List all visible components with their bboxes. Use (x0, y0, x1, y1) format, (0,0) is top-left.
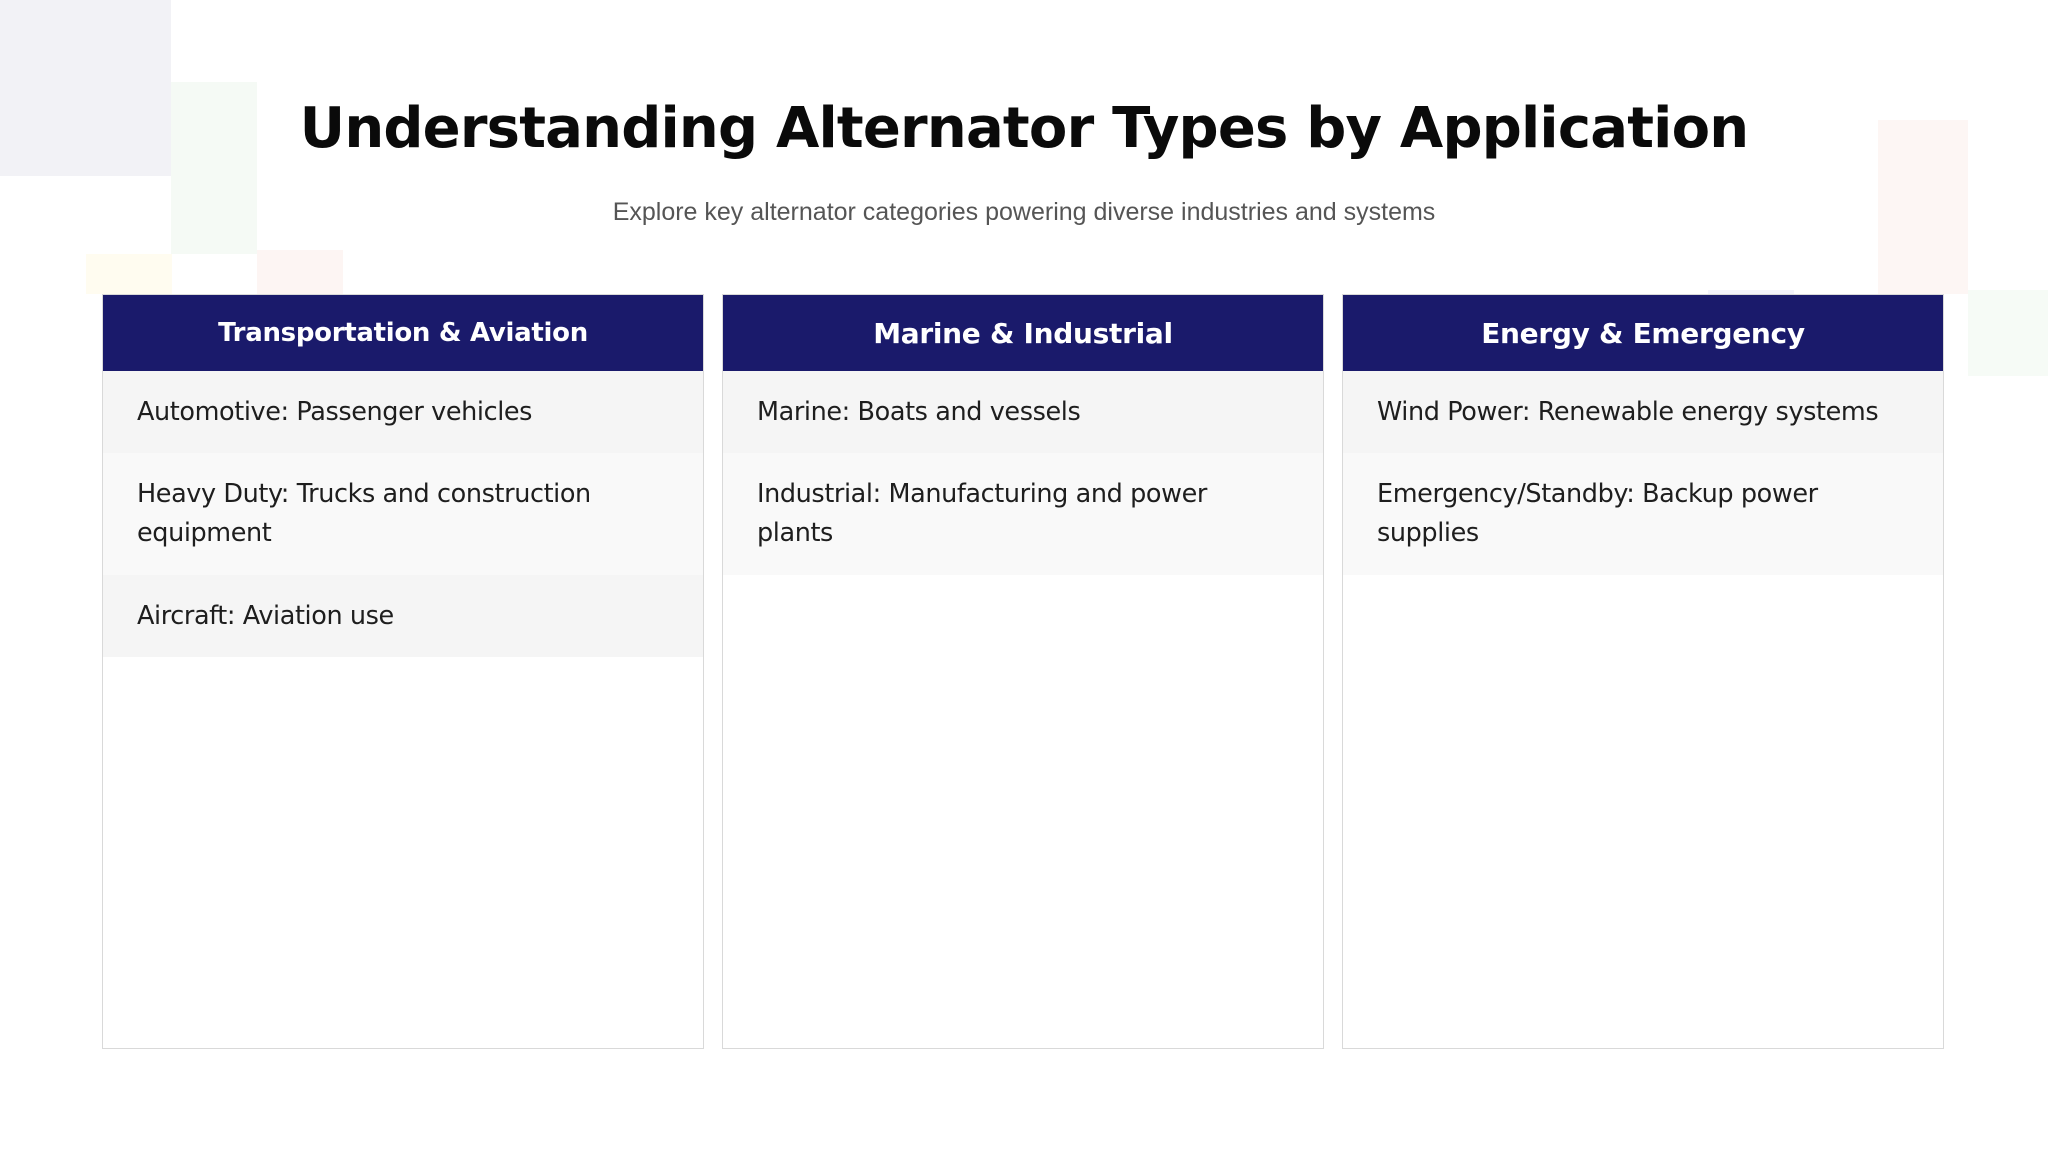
decorative-tile-pink (257, 250, 343, 294)
card-transportation-aviation (102, 294, 704, 1049)
list-item: Wind Power: Renewable energy systems (1343, 371, 1943, 453)
list-item: Industrial: Manufacturing and power plants (723, 453, 1323, 575)
category-columns (102, 294, 1946, 1049)
card-energy-emergency (1342, 294, 1944, 1049)
list-item: Heavy Duty: Trucks and construction equipment (103, 453, 703, 575)
list-item: Aircraft: Aviation use (103, 575, 703, 657)
page-subtitle: Explore key alternator categories powering diverse industries and systems (612, 198, 1436, 226)
list-item: Automotive: Passenger vehicles (103, 371, 703, 453)
card-header: Energy & Emergency (1343, 295, 1943, 371)
list-item: Marine: Boats and vessels (723, 371, 1323, 453)
list-item: Emergency/Standby: Backup power supplies (1343, 453, 1943, 575)
page-title: Understanding Alternator Types by Application (299, 96, 1749, 161)
decorative-tile-yellow (86, 254, 172, 294)
card-header: Marine & Industrial (723, 295, 1323, 371)
card-marine-industrial (722, 294, 1324, 1049)
decorative-tile-mint (1968, 290, 2048, 376)
card-header: Transportation & Aviation (103, 295, 703, 371)
